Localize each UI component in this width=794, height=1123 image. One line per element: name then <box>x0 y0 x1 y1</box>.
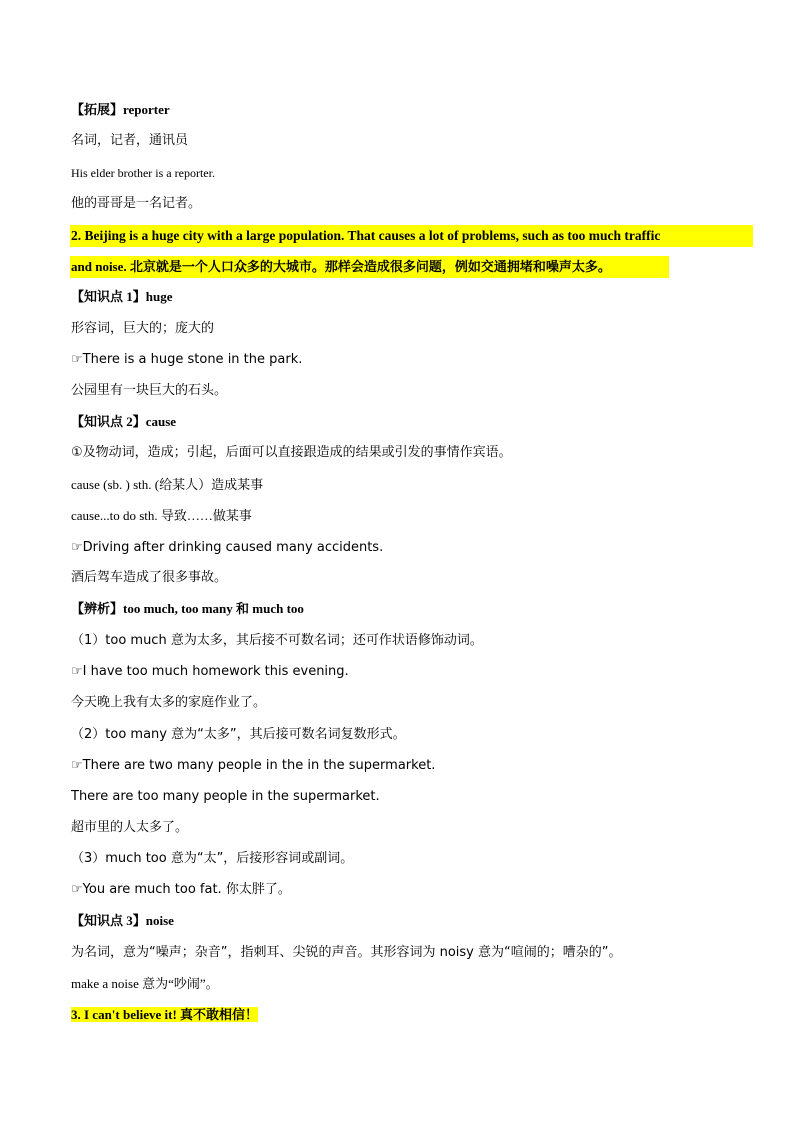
knowledge-point-3-heading: 【知识点 3】noise <box>71 913 174 928</box>
translation-text: 他的哥哥是一名记者。 <box>71 196 202 211</box>
definition-text: 为名词，意为“噪声；杂音”，指刺耳、尖锐的声音。其形容词为 noisy 意为“喧闹的；嘈杂的”。 <box>71 945 622 960</box>
key-sentence-line-1: 2. Beijing is a huge city with a large population. That causes a lot of problems, such as too much traffic <box>71 228 661 243</box>
key-sentence-3-wrap <box>71 1005 258 1025</box>
analysis-item-3: （3）much too 意为“太”，后接形容词或副词。 <box>71 851 354 866</box>
usage-text: cause...to do sth. 导致……做某事 <box>71 508 252 523</box>
definition-text: 名词，记者，通讯员 <box>71 133 189 148</box>
example-sentence: His elder brother is a reporter. <box>71 166 215 180</box>
knowledge-point-1-heading: 【知识点 1】huge <box>71 289 173 304</box>
definition-text: ①及物动词，造成；引起，后面可以直接跟造成的结果或引发的事情作宾语。 <box>71 445 512 460</box>
key-sentence-line-2: and noise. 北京就是一个人口众多的大城市。那样会造成很多问题，例如交通拥堵和噪声太多。 <box>71 259 611 274</box>
example-sentence: ☞There are two many people in the in the supermarket. <box>71 758 436 773</box>
example-sentence: There are too many people in the supermarket. <box>71 789 380 804</box>
usage-text: cause (sb. ) sth. (给某人）造成某事 <box>71 477 264 492</box>
translation-text: 超市里的人太多了。 <box>71 820 189 835</box>
translation-text: 酒后驾车造成了很多事故。 <box>71 570 228 585</box>
usage-text: make a noise 意为“吵闹”。 <box>71 976 219 991</box>
definition-text: 形容词，巨大的；庞大的 <box>71 321 215 336</box>
translation-text: 今天晚上我有太多的家庭作业了。 <box>71 695 267 710</box>
knowledge-point-2-heading: 【知识点 2】cause <box>71 414 177 429</box>
example-sentence: ☞There is a huge stone in the park. <box>71 352 303 367</box>
key-sentence-3: 3. I can't believe it! 真不敢相信！ <box>71 1007 259 1022</box>
example-sentence: ☞I have too much homework this evening. <box>71 664 349 679</box>
example-sentence: ☞Driving after drinking caused many accidents. <box>71 540 384 555</box>
analysis-heading: 【辨析】too much, too many 和 much too <box>71 601 304 616</box>
translation-text: 公园里有一块巨大的石头。 <box>71 383 228 398</box>
analysis-item-2: （2）too many 意为“太多”，其后接可数名词复数形式。 <box>71 727 406 742</box>
extension-heading: 【拓展】reporter <box>71 102 170 117</box>
analysis-item-1: （1）too much 意为太多，其后接不可数名词；还可作状语修饰动词。 <box>71 633 483 648</box>
example-sentence: ☞You are much too fat. 你太胖了。 <box>71 882 291 897</box>
